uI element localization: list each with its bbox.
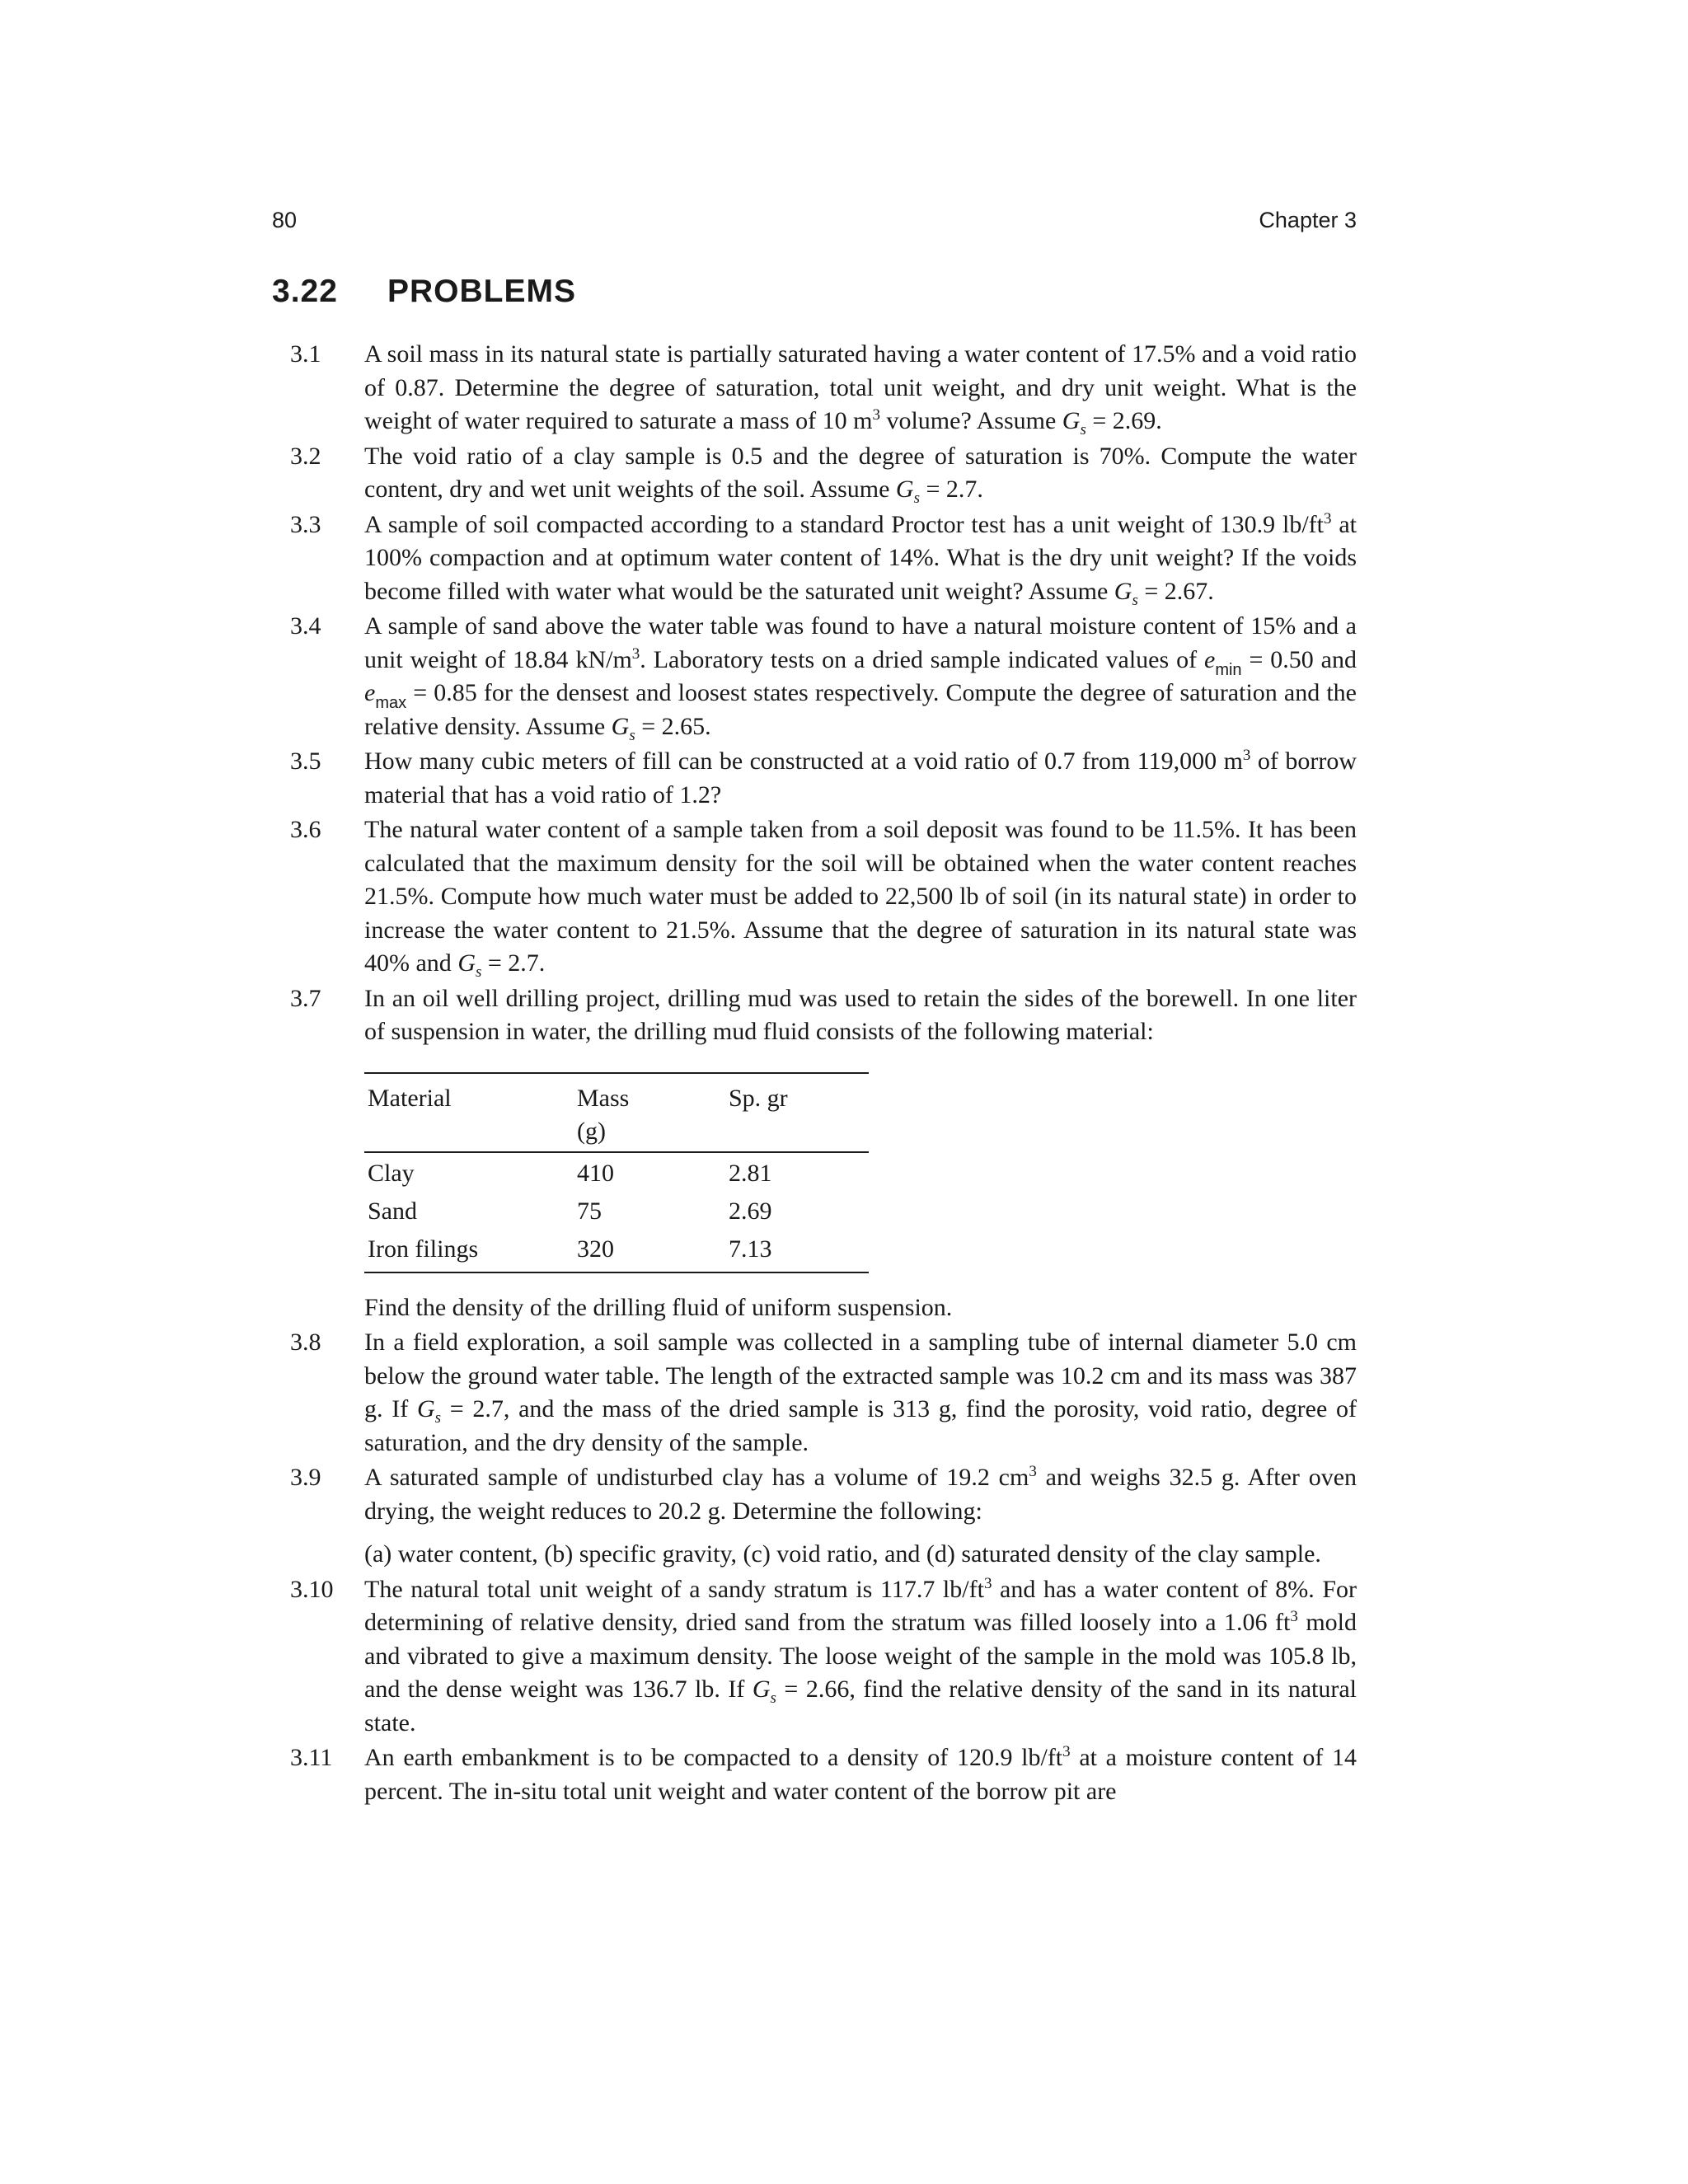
problem-number: 3.8 xyxy=(290,1329,321,1356)
problem-3-2 xyxy=(272,440,1357,507)
chapter-label: Chapter 3 xyxy=(1259,208,1357,232)
problem-number: 3.2 xyxy=(290,442,321,470)
table-row xyxy=(364,1152,869,1193)
column-header-material: Material xyxy=(368,1084,452,1112)
table-cell: Iron filings xyxy=(368,1235,479,1263)
problem-number: 3.5 xyxy=(290,748,321,775)
problem-3-4 xyxy=(272,610,1357,743)
problem-3-3 xyxy=(272,509,1357,609)
problem-number: 3.1 xyxy=(290,340,321,368)
problem-text: In an oil well drilling project, drilling mud was used to retain the sides of the borewell. In one liter of suspension in water, the drilling mud fluid consists of the following material: xyxy=(364,984,1357,1045)
mass-unit: (g) xyxy=(577,1117,606,1145)
problem-number: 3.9 xyxy=(290,1464,321,1491)
problem-3-1 xyxy=(272,338,1357,438)
problem-3-5 xyxy=(272,745,1357,812)
problem-subparts: (a) water content, (b) specific gravity, (c) void ratio, and (d) saturated density of the clay sample. xyxy=(364,1540,1321,1568)
problem-list xyxy=(272,338,1357,1810)
table-cell: Sand xyxy=(368,1197,417,1225)
table-cell: 2.69 xyxy=(729,1197,772,1225)
column-header-mass: Mass (g) xyxy=(577,1084,630,1145)
table-row xyxy=(364,1230,869,1272)
problem-followup-text: Find the density of the drilling fluid of uniform suspension. xyxy=(364,1293,953,1321)
table-cell: 7.13 xyxy=(729,1235,772,1263)
problem-number: 3.3 xyxy=(290,510,321,538)
problem-text: How many cubic meters of fill can be constructed at a void ratio of 0.7 from 119,000 $m^3$ of borrow material that has a void ratio of 1.2? xyxy=(364,747,1357,808)
table-cell: 410 xyxy=(577,1159,614,1187)
section-number: 3.22 xyxy=(272,274,338,309)
table-cell: 320 xyxy=(577,1235,614,1263)
table-cell: 75 xyxy=(577,1197,602,1225)
page-header xyxy=(272,208,1357,244)
table-row xyxy=(364,1193,869,1230)
table-header-row xyxy=(364,1073,869,1152)
problem-number: 3.4 xyxy=(290,612,321,640)
problem-3-8 xyxy=(272,1326,1357,1460)
table-cell: 2.81 xyxy=(729,1159,772,1187)
section-title: PROBLEMS xyxy=(387,274,577,309)
table-cell: Clay xyxy=(368,1159,415,1187)
problem-text: A saturated sample of undisturbed clay has a volume of 19.2 $cm^3$ and weighs 32.5 g. After oven drying, the weight reduces to 20.2 g. Determine the following: xyxy=(364,1463,1357,1525)
problem-3-7 xyxy=(272,982,1357,1325)
material-table xyxy=(364,1072,869,1273)
page-number: 80 xyxy=(272,208,298,232)
problem-text: The natural water content of a sample taken from a soil deposit was found to be 11.5%. It has been calculated that the maximum density for the soil will be obtained when the water content reaches 21.5%. Compute how much water must be added to 22,500 lb of soil (in its natural state) in order to increase the water content to 21.5%. Assume that the degree of saturation in its natural state was 40% and $G_s = 2.7$. xyxy=(364,816,1357,981)
problem-number: 3.6 xyxy=(290,816,321,843)
problem-number: 3.11 xyxy=(290,1744,333,1771)
problem-text: In a field exploration, a soil sample was collected in a sampling tube of internal diameter 5.0 cm below the ground water table. The length of the extracted sample was 10.2 cm and its mass was 387 g. If $G_s = 2.7$, and the mass of the dried sample is 313 g, find the porosity, void ratio, degree of saturation, and the dry density of the sample. xyxy=(364,1329,1357,1456)
problem-number: 3.10 xyxy=(290,1575,334,1603)
problem-text: The natural total unit weight of a sandy stratum is 117.7 $lb/ft^3$ and has a water content of 8%. For determining of relative density, dried sand from the stratum was filled loosely into a 1.06 $ft^3$ mold and vibrated to give a maximum density. The loose weight of the sample in the mold was 105.8 lb, and the dense weight was 136.7 lb. If $G_s = 2.66$, find the relative density of the sand in its natural state. xyxy=(364,1574,1357,1736)
problem-number: 3.7 xyxy=(290,984,321,1012)
problem-3-10 xyxy=(272,1573,1357,1741)
section-heading xyxy=(272,274,576,310)
problem-3-11 xyxy=(272,1741,1357,1808)
problem-text: A sample of soil compacted according to a standard Proctor test has a unit weight of 130.9 $lb/ft^3$ at 100% compaction and at optimum water content of 14%. What is the dry unit weight? If the voids become filled with water what would be the saturated unit weight? Assume $G_s = 2.67$. xyxy=(364,509,1357,609)
problem-text: The void ratio of a clay sample is 0.5 and the degree of saturation is 70%. Compute the water content, dry and wet unit weights of the soil. Assume $G_s = 2.7$. xyxy=(364,442,1357,507)
problem-text: A sample of sand above the water table was found to have a natural moisture content of 15% and a unit weight of 18.84 $kN/m^3$. Laboratory tests on a dried sample indicated values of $e_{min} = 0.50$ and $e_{max} = 0.85$ for the densest and loosest states respectively. Compute the degree of saturation and the relative density. Assume $G_s = 2.65$. xyxy=(364,612,1357,744)
problem-text: A soil mass in its natural state is partially saturated having a water content of 17.5% and a void ratio of 0.87. Determine the degree of saturation, total unit weight, and dry unit weight. What is the weight of water required to saturate a mass of 10 $m^3$ volume? Assume $G_s = 2.69$. xyxy=(364,340,1357,438)
column-header-sp-gr: Sp. gr xyxy=(729,1084,788,1112)
problem-text: An earth embankment is to be compacted to a density of 120.9 $lb/ft^3$ at a moisture content of 14 percent. The in-situ total unit weight and water content of the borrow pit are xyxy=(364,1743,1357,1805)
problem-3-9 xyxy=(272,1461,1357,1572)
problem-3-6 xyxy=(272,813,1357,981)
